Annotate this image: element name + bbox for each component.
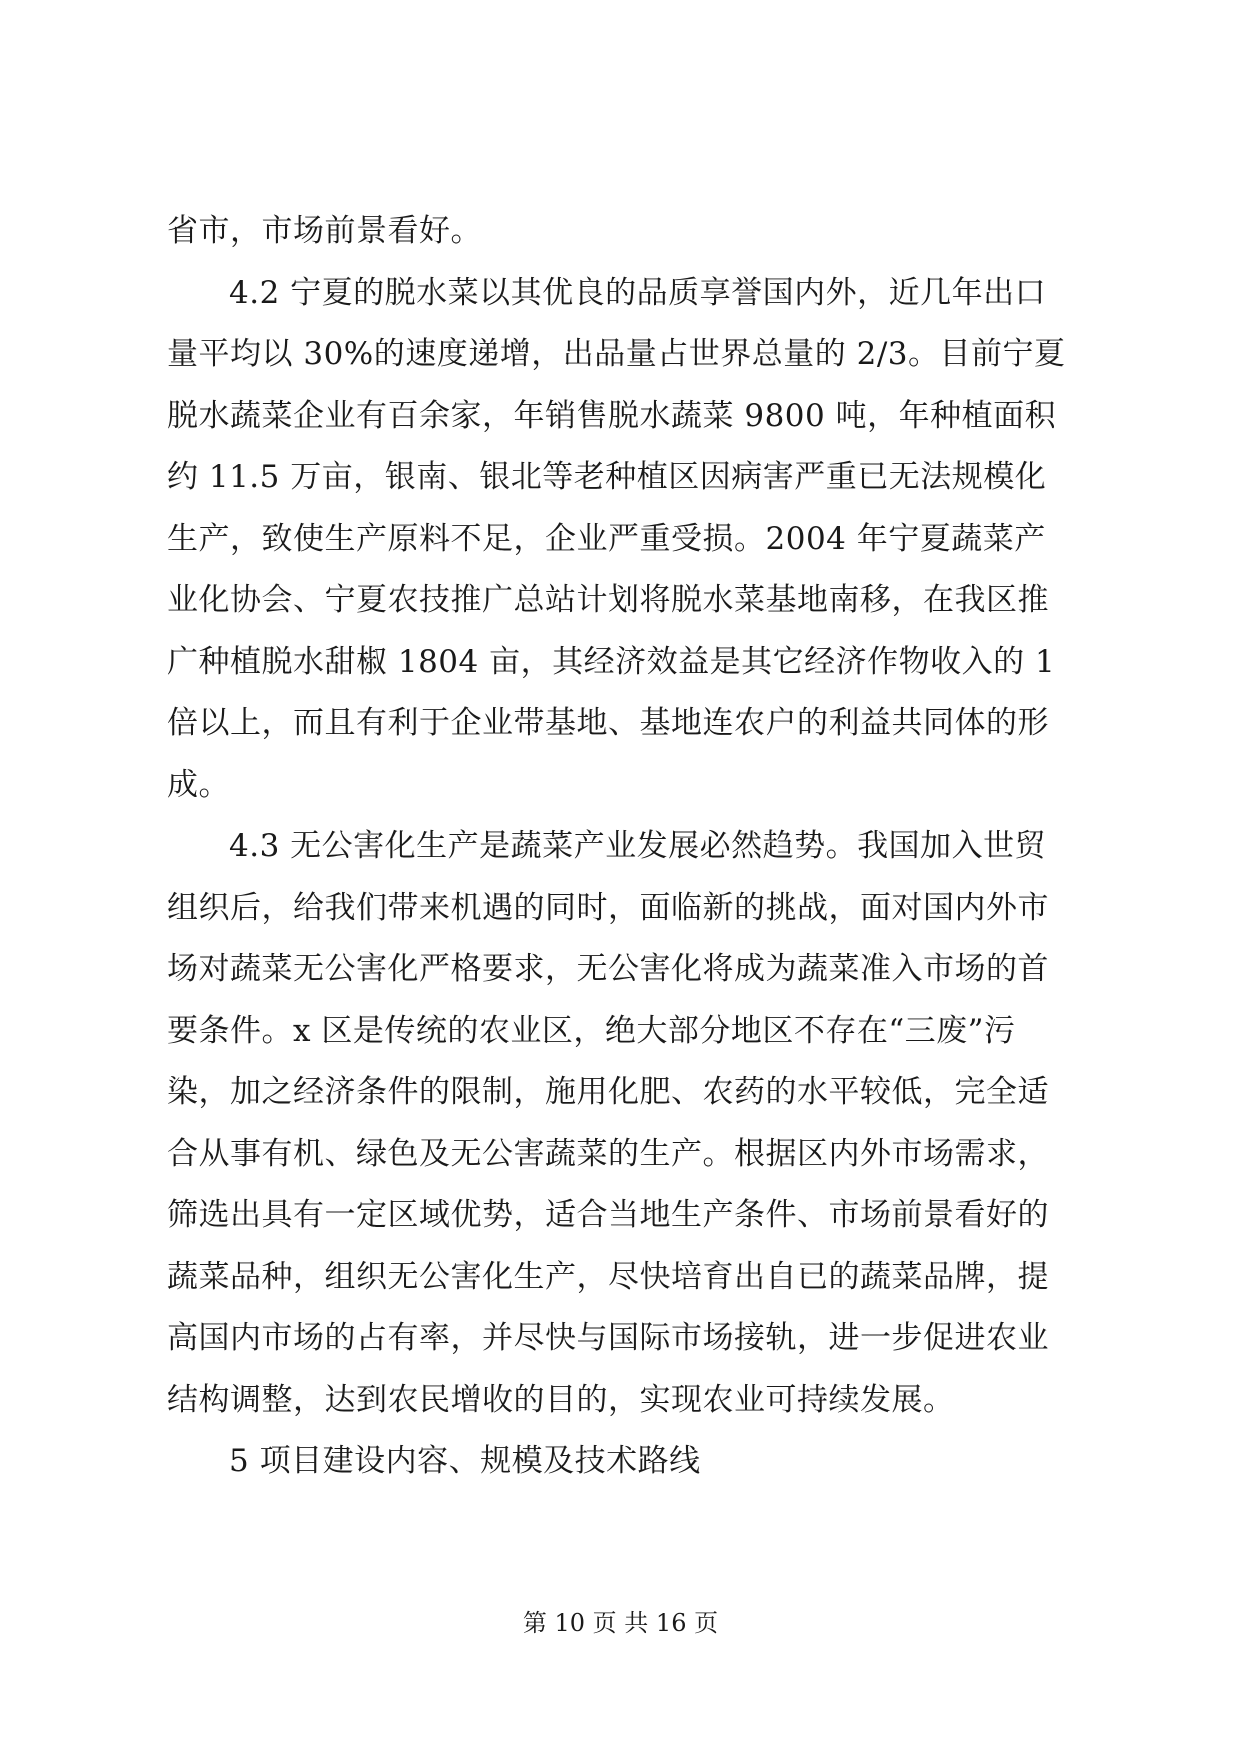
page-footer: 第 10 页 共 16 页: [522, 1609, 719, 1637]
text-line: 成。: [167, 767, 230, 803]
text-line: 4.2 宁夏的脱水菜以其优良的品质享誉国内外，近几年出口: [229, 275, 1047, 311]
text-line: 量平均以 30%的速度递增，出品量占世界总量的 2/3。目前宁夏: [167, 336, 1066, 372]
text-line: 蔬菜品种，组织无公害化生产，尽快培育出自已的蔬菜品牌，提: [167, 1259, 1049, 1295]
text-line: 合从事有机、绿色及无公害蔬菜的生产。根据区内外市场需求，: [167, 1136, 1049, 1172]
text-line: 高国内市场的占有率，并尽快与国际市场接轨，进一步促进农业: [167, 1320, 1049, 1356]
text-line: 省市，市场前景看好。: [167, 213, 482, 249]
text-line: 4.3 无公害化生产是蔬菜产业发展必然趋势。我国加入世贸: [229, 828, 1047, 864]
text-line: 脱水蔬菜企业有百余家，年销售脱水蔬菜 9800 吨，年种植面积: [167, 398, 1057, 434]
text-line: 筛选出具有一定区域优势，适合当地生产条件、市场前景看好的: [167, 1197, 1049, 1233]
text-line: 业化协会、宁夏农技推广总站计划将脱水菜基地南移，在我区推: [167, 582, 1049, 618]
text-line: 场对蔬菜无公害化严格要求，无公害化将成为蔬菜准入市场的首: [167, 951, 1049, 987]
text-line: 结构调整，达到农民增收的目的，实现农业可持续发展。: [167, 1382, 955, 1418]
text-line: 要条件。x 区是传统的农业区，绝大部分地区不存在“三废”污: [167, 1013, 1016, 1049]
section-heading: 5 项目建设内容、规模及技术路线: [229, 1443, 701, 1479]
text-line: 染，加之经济条件的限制，施用化肥、农药的水平较低，完全适: [167, 1074, 1049, 1110]
text-line: 生产，致使生产原料不足，企业严重受损。2004 年宁夏蔬菜产: [167, 521, 1046, 557]
text-line: 约 11.5 万亩，银南、银北等老种植区因病害严重已无法规模化: [167, 459, 1047, 495]
text-line: 倍以上，而且有利于企业带基地、基地连农户的利益共同体的形: [167, 705, 1049, 741]
text-line: 组织后，给我们带来机遇的同时，面临新的挑战，面对国内外市: [167, 890, 1049, 926]
text-line: 广种植脱水甜椒 1804 亩，其经济效益是其它经济作物收入的 1: [167, 644, 1056, 680]
